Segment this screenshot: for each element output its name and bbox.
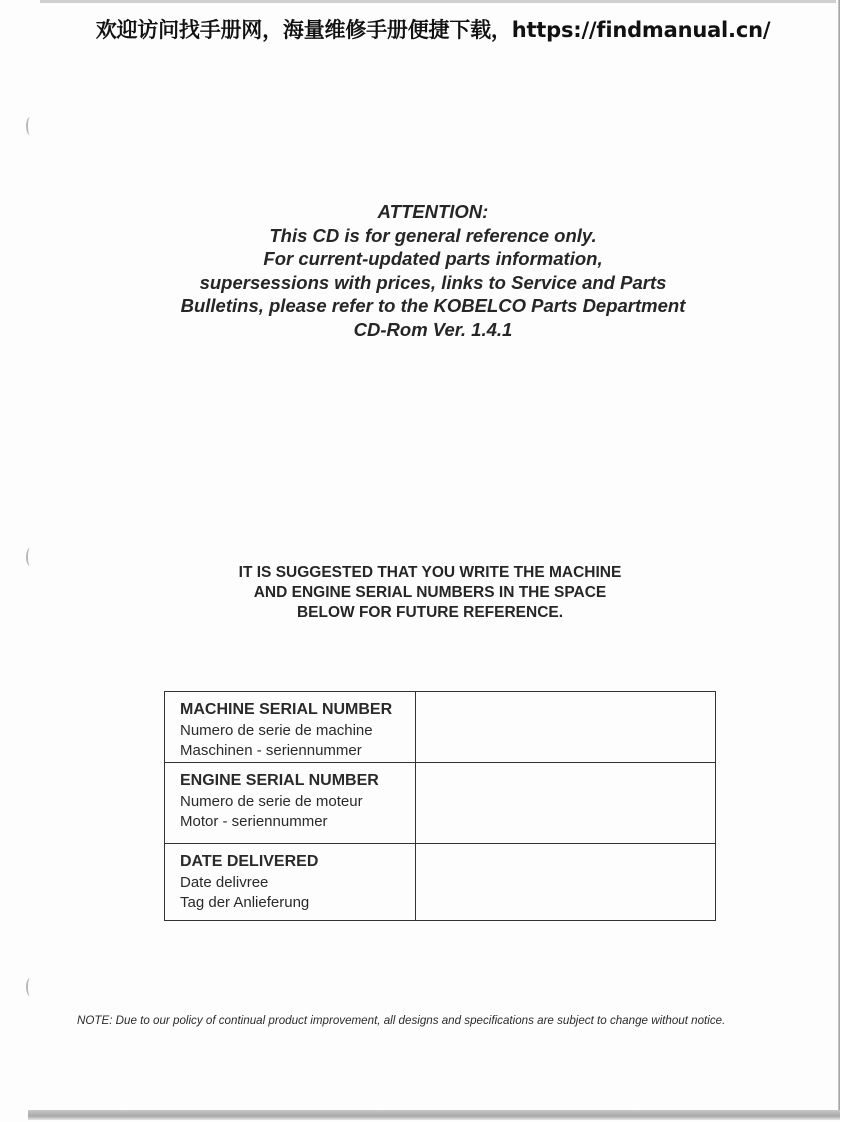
row-label-french: Numero de serie de moteur (180, 792, 363, 810)
suggestion-line: AND ENGINE SERIAL NUMBERS IN THE SPACE (253, 584, 607, 601)
engine-serial-label (165, 763, 416, 844)
attention-heading: ATTENTION: (377, 201, 489, 222)
date-delivered-label (165, 844, 416, 921)
attention-line: This CD is for general reference only. (269, 224, 597, 246)
table-row (165, 763, 716, 844)
suggestion-line: IT IS SUGGESTED THAT YOU WRITE THE MACHINE (238, 564, 622, 581)
binding-hole-mark (26, 978, 34, 996)
download-site-banner: 欢迎访问找手册网，海量维修手册便捷下载，https://findmanual.cn/ (95, 18, 771, 42)
machine-serial-field[interactable] (415, 692, 715, 763)
row-label-french: Date delivree (180, 873, 269, 891)
binding-hole-mark (26, 117, 34, 135)
row-label-german: Maschinen - seriennummer (180, 742, 362, 759)
serial-number-form (164, 691, 716, 921)
attention-line: CD-Rom Ver. 1.4.1 (353, 318, 513, 340)
row-label-english: MACHINE SERIAL NUMBER (180, 701, 393, 718)
row-label-english: DATE DELIVERED (180, 853, 319, 870)
scan-right-margin (840, 0, 866, 1122)
date-delivered-field[interactable] (415, 844, 715, 921)
table-row (165, 692, 716, 763)
machine-serial-label (165, 692, 416, 763)
attention-line: For current-updated parts information, (263, 248, 603, 270)
attention-line: supersessions with prices, links to Service and Parts (199, 271, 667, 293)
engine-serial-field[interactable] (415, 763, 715, 844)
disclaimer-note: NOTE: Due to our policy of continual product improvement, all designs and specifications are subject to change without notice. (77, 1014, 726, 1027)
scan-bottom-edge (28, 1110, 840, 1120)
row-label-german: Motor - seriennummer (180, 813, 328, 830)
serial-number-suggestion (0, 563, 860, 623)
suggestion-line: BELOW FOR FUTURE REFERENCE. (296, 604, 564, 621)
row-label-german: Tag der Anlieferung (180, 894, 310, 911)
table-row (165, 844, 716, 921)
attention-line: Bulletins, please refer to the KOBELCO Parts Department (180, 295, 686, 317)
scan-right-edge (838, 0, 840, 1118)
row-label-english: ENGINE SERIAL NUMBER (180, 772, 379, 789)
attention-notice (0, 200, 866, 342)
row-label-french: Numero de serie de machine (180, 721, 373, 739)
scan-top-edge (40, 0, 836, 3)
